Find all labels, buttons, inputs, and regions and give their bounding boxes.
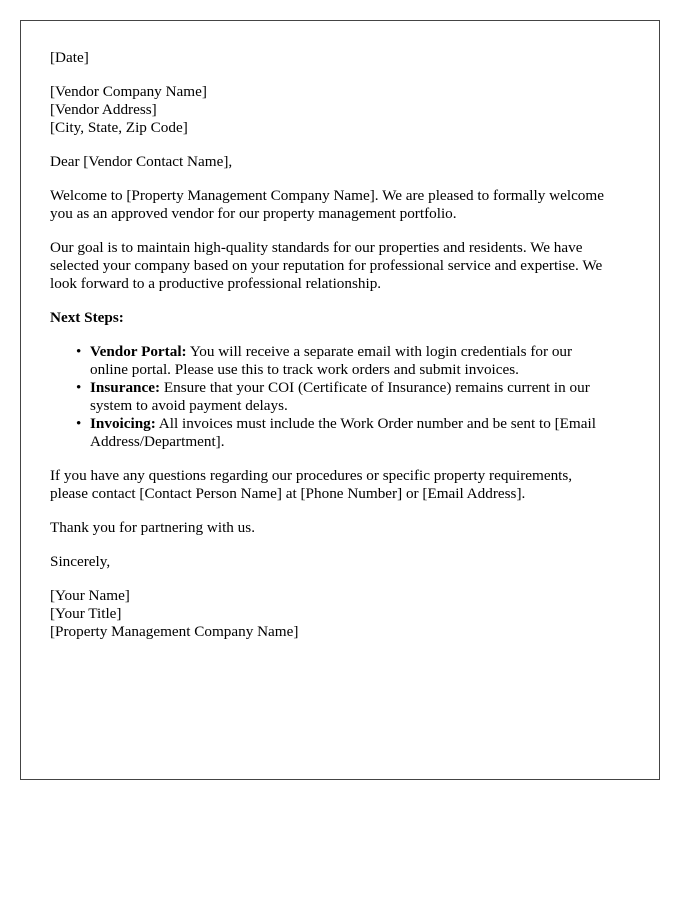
list-item bbox=[76, 415, 640, 451]
step-text-continued: Address/Department]. bbox=[90, 433, 225, 450]
salutation-text: Dear [Vendor Contact Name], bbox=[50, 153, 233, 170]
contact-line-1: If you have any questions regarding our procedures or specific property requirements, bbox=[50, 467, 573, 484]
step-text-continued: online portal. Please use this to track work orders and submit invoices. bbox=[90, 361, 519, 378]
step-title: Vendor Portal: bbox=[90, 343, 187, 360]
next-steps-heading: Next Steps: bbox=[50, 309, 124, 326]
date-block bbox=[50, 49, 640, 67]
letter-date: [Date] bbox=[50, 49, 89, 66]
goal-line-1: Our goal is to maintain high-quality standards for our properties and residents. We have bbox=[50, 239, 583, 256]
signature-name: [Your Name] bbox=[50, 587, 130, 604]
step-text: You will receive a separate email with login credentials for our bbox=[186, 343, 573, 360]
list-item bbox=[76, 343, 640, 379]
step-text: All invoices must include the Work Order number and be sent to [Email bbox=[155, 415, 596, 432]
bullet-icon: • bbox=[76, 343, 82, 360]
step-title: Invoicing: bbox=[90, 415, 156, 432]
letter-body bbox=[50, 49, 640, 657]
signature-title: [Your Title] bbox=[50, 605, 122, 622]
contact-line-2: please contact [Contact Person Name] at [Phone Number] or [Email Address]. bbox=[50, 485, 526, 502]
welcome-line-2: you as an approved vendor for our property management portfolio. bbox=[50, 205, 457, 222]
letter-page bbox=[20, 20, 660, 780]
recipient-address: [Vendor Address] bbox=[50, 101, 157, 118]
closing-text: Sincerely, bbox=[50, 553, 111, 570]
recipient-address-block bbox=[50, 83, 640, 137]
list-item bbox=[76, 379, 640, 415]
closing bbox=[50, 553, 640, 571]
recipient-company: [Vendor Company Name] bbox=[50, 83, 207, 100]
step-text: Ensure that your COI (Certificate of Insurance) remains current in our bbox=[160, 379, 590, 396]
bullet-icon: • bbox=[76, 415, 82, 432]
bullet-icon: • bbox=[76, 379, 82, 396]
salutation bbox=[50, 153, 640, 171]
welcome-paragraph bbox=[50, 187, 640, 223]
recipient-city: [City, State, Zip Code] bbox=[50, 119, 188, 136]
thanks-paragraph bbox=[50, 519, 640, 537]
step-text-continued: system to avoid payment delays. bbox=[90, 397, 288, 414]
welcome-line-1: Welcome to [Property Management Company Name]. We are pleased to formally welcome bbox=[50, 187, 604, 204]
next-steps-list bbox=[50, 343, 640, 451]
signature-company: [Property Management Company Name] bbox=[50, 623, 299, 640]
goal-paragraph bbox=[50, 239, 640, 293]
goal-line-2: selected your company based on your reputation for professional service and expertise. We bbox=[50, 257, 603, 274]
goal-line-3: look forward to a productive professional relationship. bbox=[50, 275, 382, 292]
contact-paragraph bbox=[50, 467, 640, 503]
step-title: Insurance: bbox=[90, 379, 161, 396]
thanks-text: Thank you for partnering with us. bbox=[50, 519, 255, 536]
signature-block bbox=[50, 587, 640, 641]
